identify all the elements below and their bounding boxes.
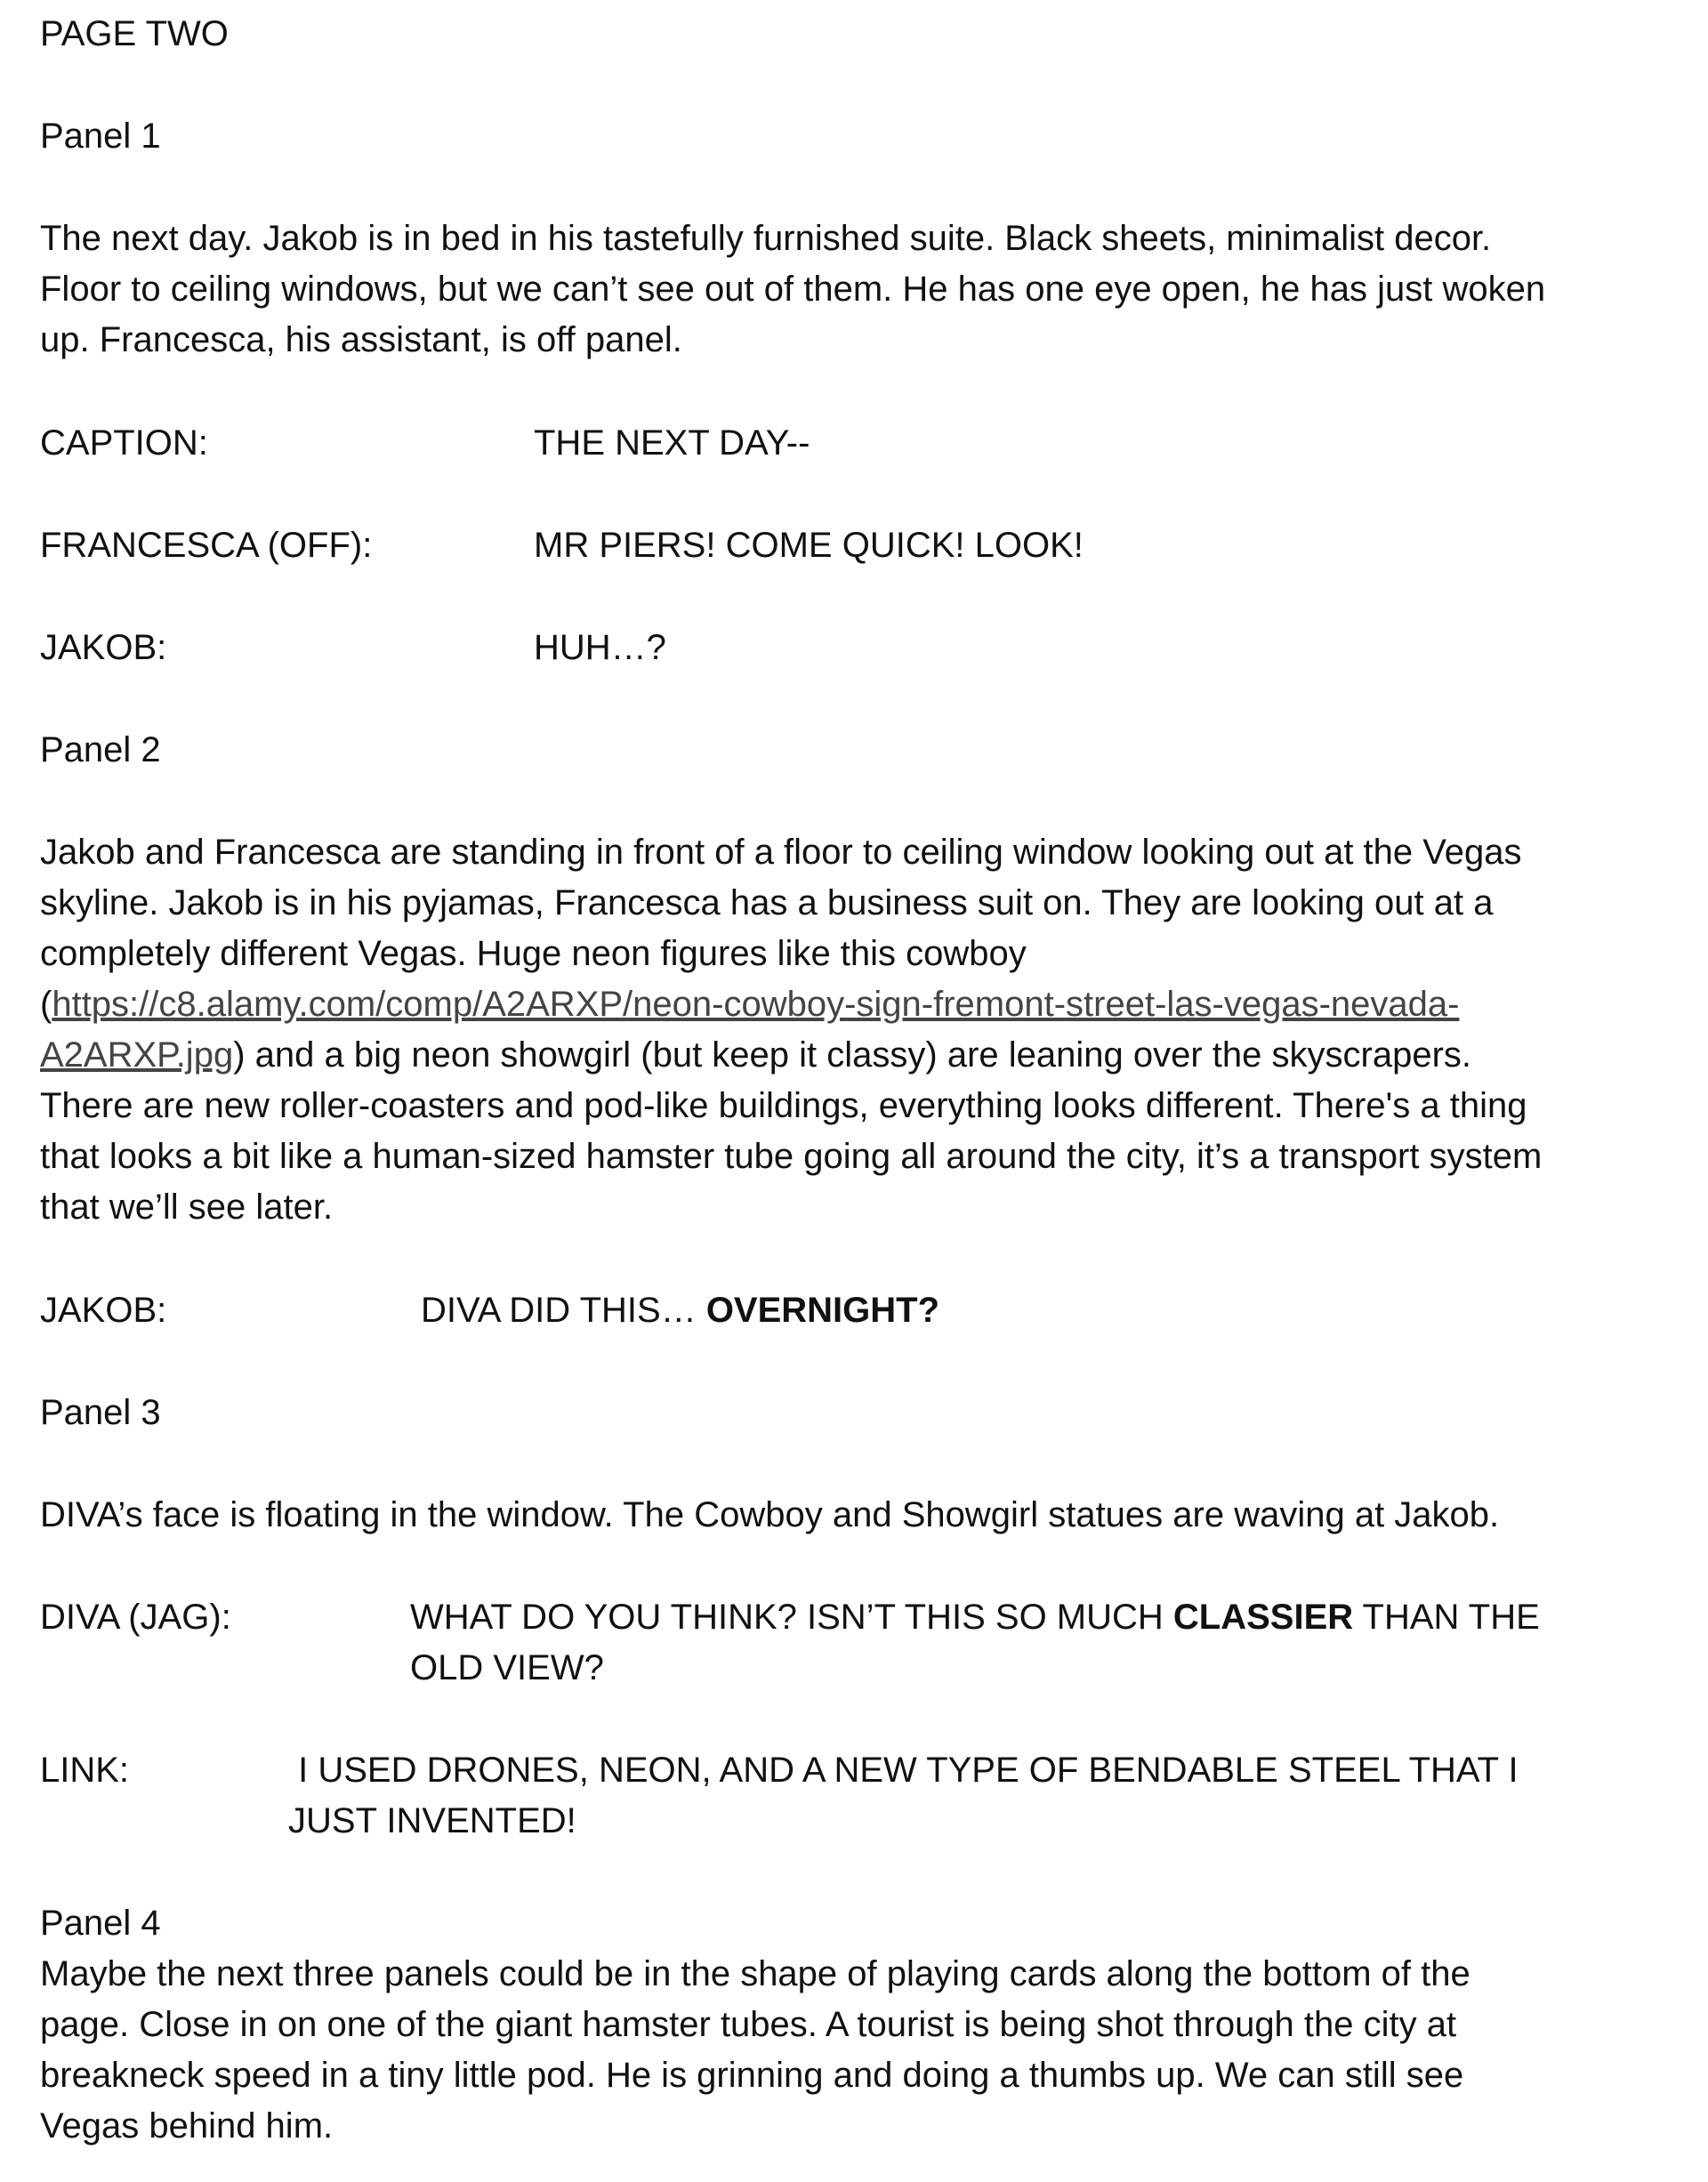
panel-4-label: Panel 4	[40, 1904, 161, 1943]
diva-line-1	[410, 1592, 1540, 1643]
panel-2-description-line: skyline. Jakob is in his pyjamas, Francesca has a business suit on. They are looking out at a	[40, 883, 1494, 922]
panel-2-label: Panel 2	[40, 730, 161, 769]
panel-4-description-line: breakneck speed in a tiny little pod. He is grinning and doing a thumbs up. We can still see	[40, 2056, 1464, 2095]
diva-line-1-emphasis: CLASSIER	[1172, 1598, 1354, 1637]
panel-2-description	[40, 827, 1677, 1233]
jakob-line-2	[421, 1285, 939, 1336]
panel-2-description-line: Jakob and Francesca are standing in front of a floor to ceiling window looking out at the Vegas	[40, 833, 1522, 872]
link-line-1: I USED DRONES, NEON, AND A NEW TYPE OF BENDABLE STEEL THAT I	[288, 1751, 1519, 1790]
diva-line-2: OLD VIEW?	[410, 1648, 604, 1687]
jakob-line-2-emphasis: OVERNIGHT?	[705, 1291, 940, 1330]
caption-line: THE NEXT DAY--	[534, 423, 810, 463]
panel-4-description	[40, 1949, 1677, 2152]
francesca-speaker: FRANCESCA (OFF):	[40, 526, 373, 565]
jakob-speaker-2: JAKOB:	[40, 1291, 167, 1330]
panel-4-description-line: page. Close in on one of the giant hamster tubes. A tourist is being shot through the city at	[40, 2005, 1457, 2044]
link-speaker: LINK:	[40, 1751, 130, 1790]
link-line-2: JUST INVENTED!	[288, 1801, 576, 1840]
panel-2-description-line: that looks a bit like a human-sized hamster tube going all around the city, it’s a transport system	[40, 1137, 1543, 1176]
panel-2-description-line	[40, 979, 1677, 1030]
panel-4-description-line: Maybe the next three panels could be in the shape of playing cards along the bottom of the	[40, 1954, 1470, 1993]
panel-2-description-line	[40, 1030, 1677, 1081]
open-paren: (	[40, 985, 52, 1024]
panel-4-description-line: Vegas behind him.	[40, 2106, 334, 2146]
panel-2-description-line: that we’ll see later.	[40, 1188, 334, 1227]
panel-2-description-line: completely different Vegas. Huge neon figures like this cowboy	[40, 934, 1027, 973]
diva-speaker: DIVA (JAG):	[40, 1598, 231, 1637]
jakob-line-2-regular: DIVA DID THIS…	[421, 1291, 706, 1330]
panel-2-description-text: ) and a big neon showgirl (but keep it classy) are leaning over the skyscrapers.	[233, 1035, 1472, 1075]
panel-1-description-line: The next day. Jakob is in bed in his tastefully furnished suite. Black sheets, minimalist decor.	[40, 219, 1492, 258]
diva-line-1-b: THAN THE	[1353, 1598, 1540, 1637]
francesca-line: MR PIERS! COME QUICK! LOOK!	[534, 526, 1084, 565]
caption-speaker: CAPTION:	[40, 423, 208, 463]
panel-2-description-line: There are new roller-coasters and pod-like buildings, everything looks different. There's a thing	[40, 1086, 1527, 1125]
reference-link-continued[interactable]: A2ARXP.jpg	[40, 1035, 234, 1075]
panel-1-description-line: Floor to ceiling windows, but we can’t see out of them. He has one eye open, he has just woken	[40, 270, 1546, 309]
panel-3-description: DIVA’s face is floating in the window. The Cowboy and Showgirl statues are waving at Jakob.	[40, 1495, 1500, 1534]
panel-3-label: Panel 3	[40, 1393, 161, 1432]
panel-1-description	[40, 213, 1677, 366]
diva-line-1-a: WHAT DO YOU THINK? ISN’T THIS SO MUCH	[410, 1598, 1173, 1637]
page-heading: PAGE TWO	[40, 14, 229, 53]
jakob-line-1: HUH…?	[534, 628, 666, 667]
reference-link[interactable]: https://c8.alamy.com/comp/A2ARXP/neon-cowboy-sign-fremont-street-las-vegas-nevada-	[52, 985, 1460, 1024]
panel-1-label: Panel 1	[40, 117, 161, 156]
jakob-speaker-1: JAKOB:	[40, 628, 167, 667]
panel-1-description-line: up. Francesca, his assistant, is off panel.	[40, 320, 682, 359]
